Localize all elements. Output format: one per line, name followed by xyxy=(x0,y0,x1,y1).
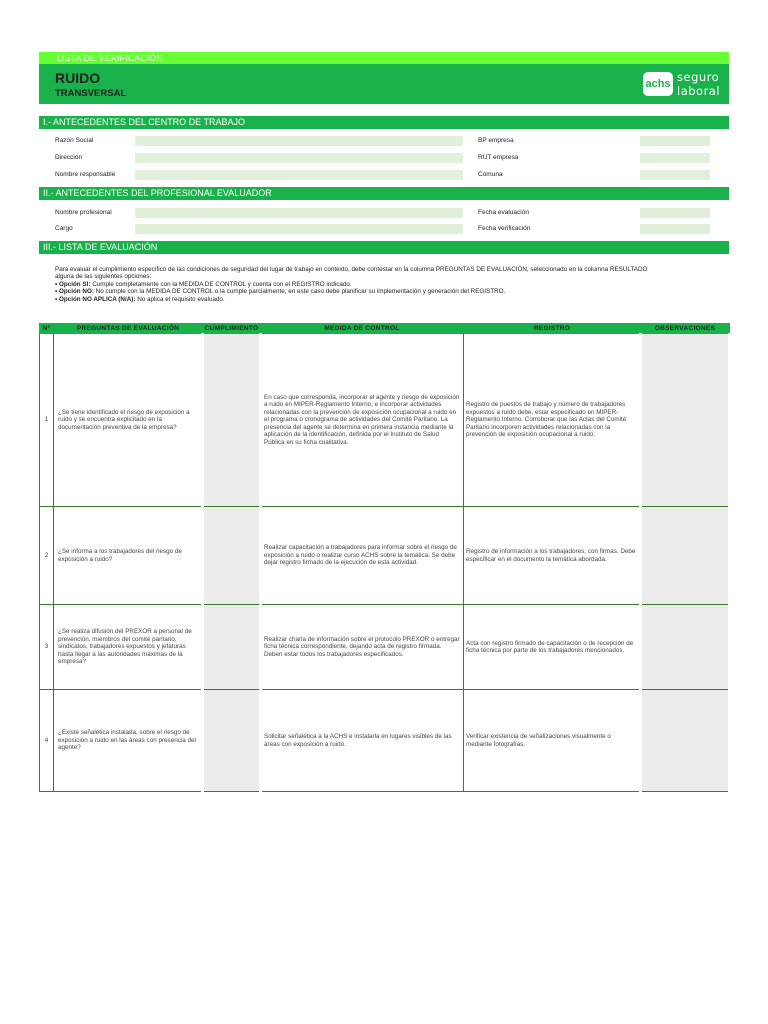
instructions-line1: Para evaluar el cumplimiento específico de las condiciones de seguridad del lugar de trabajo en contexto, debe contestar en la columna PREGUNTAS DE EVALUACIÓN, seleccionado en la columna RESULTADO xyxy=(55,266,648,273)
col-header-preguntas: PREGUNTAS DE EVALUACIÓN xyxy=(54,324,203,334)
table-row xyxy=(40,690,730,792)
field-rut-empresa[interactable] xyxy=(640,153,710,163)
field-fecha-verificacion[interactable] xyxy=(640,224,710,234)
option-si-label: • Opción SI: xyxy=(55,280,91,288)
label-razon-social: Razón Social xyxy=(55,137,94,144)
evaluation-table xyxy=(39,323,731,792)
col-header-num: N° xyxy=(40,324,54,334)
field-razon-social[interactable] xyxy=(135,136,463,146)
label-rut-empresa: RUT empresa xyxy=(478,154,519,161)
checklist-label: LISTA DE VERIFICACIÓN xyxy=(57,53,163,63)
option-na-label: • Opción NO APLICA (N/A): xyxy=(55,295,136,303)
observaciones-input[interactable] xyxy=(641,507,730,605)
label-comuna: Comuna xyxy=(478,171,503,178)
col-header-observaciones: OBSERVACIONES xyxy=(641,324,730,334)
registro-cell: Registro de información a los trabajadores, con firmas. Debe especificar en el documento la temática abordada. xyxy=(464,507,641,605)
cumplimiento-input[interactable] xyxy=(203,507,261,605)
instructions-line2: alguna de las siguientes opciones: xyxy=(55,273,152,281)
section-antecedentes-evaluador xyxy=(39,187,729,200)
registro-cell: Acta con registro firmado de capacitación o de recepción de ficha técnica por parte de los trabajadores mencionados. xyxy=(464,605,641,690)
question-cell: ¿Se informa a los trabajadores del riesgo de exposición a ruido? xyxy=(54,507,203,605)
table-header-row xyxy=(40,324,730,334)
field-fecha-evaluacion[interactable] xyxy=(640,208,710,218)
option-si-text: Cumple completamente con la MEDIDA DE CONTROL y cuenta con el REGISTRO indicado. xyxy=(90,280,352,288)
cumplimiento-input[interactable] xyxy=(203,690,261,792)
field-nombre-responsable[interactable] xyxy=(135,170,463,180)
field-cargo[interactable] xyxy=(135,224,463,234)
label-nombre-responsable: Nombre responsable xyxy=(55,171,116,178)
label-fecha-verificacion: Fecha verificación xyxy=(478,225,531,232)
table-row xyxy=(40,334,730,507)
logo-line2: laboral xyxy=(677,84,721,98)
section-antecedentes-centro xyxy=(39,116,729,129)
option-si xyxy=(55,281,725,288)
table-row xyxy=(40,605,730,690)
logo-badge: achs xyxy=(643,72,673,96)
observaciones-input[interactable] xyxy=(641,334,730,507)
option-na-text: No aplica el requisito evaluado. xyxy=(135,295,225,303)
row-number: 3 xyxy=(40,605,54,690)
document-header xyxy=(39,64,729,104)
field-bp-empresa[interactable] xyxy=(640,136,710,146)
field-comuna[interactable] xyxy=(640,170,710,180)
field-nombre-profesional[interactable] xyxy=(135,208,463,218)
instructions xyxy=(55,266,725,303)
label-direccion: Dirección xyxy=(55,154,83,161)
question-cell: ¿Existe señalética instalada, sobre el riesgo de exposición a ruido en las áreas con presencia del agente? xyxy=(54,690,203,792)
document-title: RUIDO xyxy=(55,70,101,86)
control-cell: Realizar charla de información sobre el protocolo PREXOR o entregar ficha técnica correspondiente, dejando acta de registro firmada. Deben estar todos los trabajadores especificados. xyxy=(261,605,464,690)
row-number: 2 xyxy=(40,507,54,605)
label-fecha-evaluacion: Fecha evaluación xyxy=(478,209,529,216)
document-subtitle: TRANSVERSAL xyxy=(55,88,127,99)
registro-cell: Verificar existencia de señalizaciones visualmente o mediante fotografías. xyxy=(464,690,641,792)
question-cell: ¿Se realiza difusión del PREXOR a personal de prevención, miembros del comité paritario, sindicatos, trabajadores expuestos y jefaturas hasta llegar a las autoridades máximas de la empresa? xyxy=(54,605,203,690)
achs-logo xyxy=(643,69,719,99)
col-header-medida: MEDIDA DE CONTROL xyxy=(261,324,464,334)
observaciones-input[interactable] xyxy=(641,690,730,792)
field-direccion[interactable] xyxy=(135,153,463,163)
option-no xyxy=(55,288,725,295)
table-row xyxy=(40,507,730,605)
cumplimiento-input[interactable] xyxy=(203,334,261,507)
option-no-text: No cumple con la MEDIDA DE CONTROL o la cumple parcialmente, en este caso debe planificar su implementación y generación del REGISTRO. xyxy=(93,288,506,296)
control-cell: Solicitar señalética a la ACHS e instalarla en lugares visibles de las áreas con exposición a ruido. xyxy=(261,690,464,792)
option-na xyxy=(55,296,725,303)
section-title: I.- ANTECEDENTES DEL CENTRO DE TRABAJO xyxy=(43,117,246,127)
label-nombre-profesional: Nombre profesional xyxy=(55,209,112,216)
option-no-label: • Opción NO: xyxy=(55,288,94,296)
topbar xyxy=(39,52,729,64)
section-title: III.- LISTA DE EVALUACIÓN xyxy=(43,242,158,252)
row-number: 4 xyxy=(40,690,54,792)
control-cell: En caso que corresponda, incorporar el agente y riesgo de exposición a ruido en MIPER-Reglamento Interno, e incorporar actividades relacionadas con la prevención de exposición ocupacional a ruido en el programa o cronograma de actividades del Comité Paritario. La presencia del agente se determina en primera instancia mediante la aplicación de la identificación, definida por el Instituto de Salud Pública en su ficha cualitativa. xyxy=(261,334,464,507)
observaciones-input[interactable] xyxy=(641,605,730,690)
control-cell: Realizar capacitación a trabajadores para informar sobre el riesgo de exposición a ruido o realizar curso ACHS sobre la temática. Se debe dejar registro firmado de la ejecución de esta actividad. xyxy=(261,507,464,605)
row-number: 1 xyxy=(40,334,54,507)
cumplimiento-input[interactable] xyxy=(203,605,261,690)
logo-line1: seguro xyxy=(677,70,720,84)
col-header-cumplimiento: CUMPLIMIENTO xyxy=(203,324,261,334)
col-header-registro: REGISTRO xyxy=(464,324,641,334)
registro-cell: Registro de puestos de trabajo y número de trabajadores expuestos a ruido debe, estar especificado en MIPER- Reglamento Interno. Corroborar que las Actas del Comité Paritario incorporen actividades relacionadas con la prevención de exposición ocupacional a ruido. xyxy=(464,334,641,507)
label-bp-empresa: BP empresa xyxy=(478,137,514,144)
question-cell: ¿Se tiene identificado el riesgo de exposición a ruido y se encuentra explicitado en la documentación preventiva de la empresa? xyxy=(54,334,203,507)
section-lista-evaluacion xyxy=(39,241,729,254)
section-title: II.- ANTECEDENTES DEL PROFESIONAL EVALUADOR xyxy=(43,188,272,198)
label-cargo: Cargo xyxy=(55,225,73,232)
